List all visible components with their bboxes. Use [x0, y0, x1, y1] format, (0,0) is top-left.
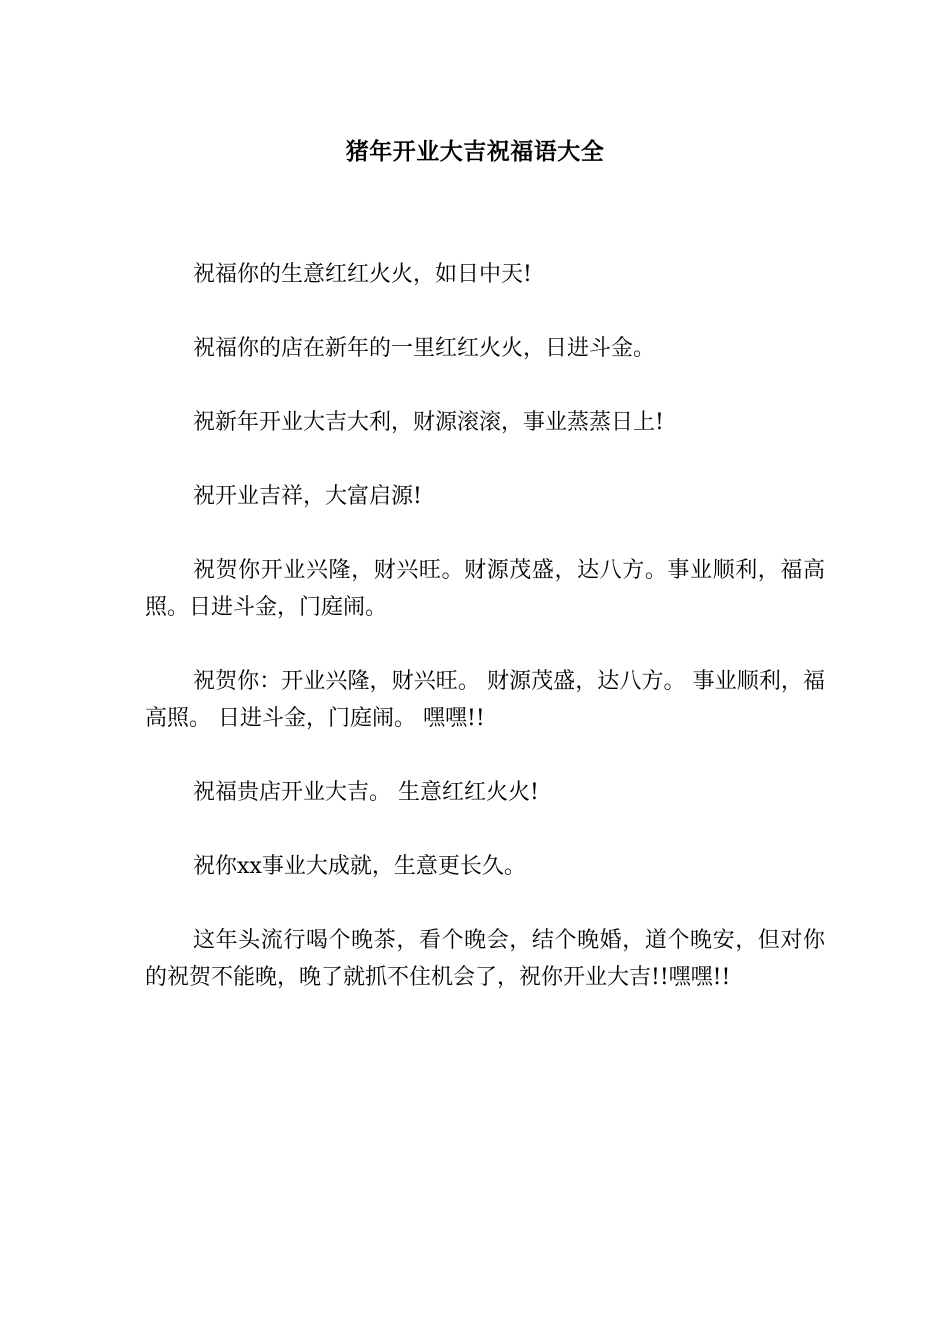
paragraph: 这年头流行喝个晚茶，看个晚会，结个晚婚，道个晚安，但对你的祝贺不能晚，晚了就抓不住机会了，祝你开业大吉!!嘿嘿!!: [145, 928, 825, 990]
paragraph: 祝开业吉祥，大富启源!: [193, 484, 422, 509]
paragraph: 祝福贵店开业大吉。 生意红红火火!: [193, 780, 539, 805]
document-body: [145, 256, 825, 1033]
paragraph: 祝你xx事业大成就，生意更长久。: [193, 854, 526, 879]
paragraph: 祝福你的生意红红火火，如日中天!: [193, 262, 532, 287]
paragraph: 祝贺你：开业兴隆，财兴旺。 财源茂盛，达八方。 事业顺利，福高照。 日进斗金，门庭闹。 嘿嘿!!: [145, 669, 825, 731]
paragraph: 祝福你的店在新年的一里红红火火，日进斗金。: [193, 336, 656, 361]
paragraph: 祝新年开业大吉大利，财源滚滚，事业蒸蒸日上!: [193, 410, 664, 435]
document-title: 猪年开业大吉祝福语大全: [345, 139, 605, 165]
paragraph: 祝贺你开业兴隆，财兴旺。财源茂盛，达八方。事业顺利，福高照。日进斗金，门庭闹。: [145, 558, 825, 620]
